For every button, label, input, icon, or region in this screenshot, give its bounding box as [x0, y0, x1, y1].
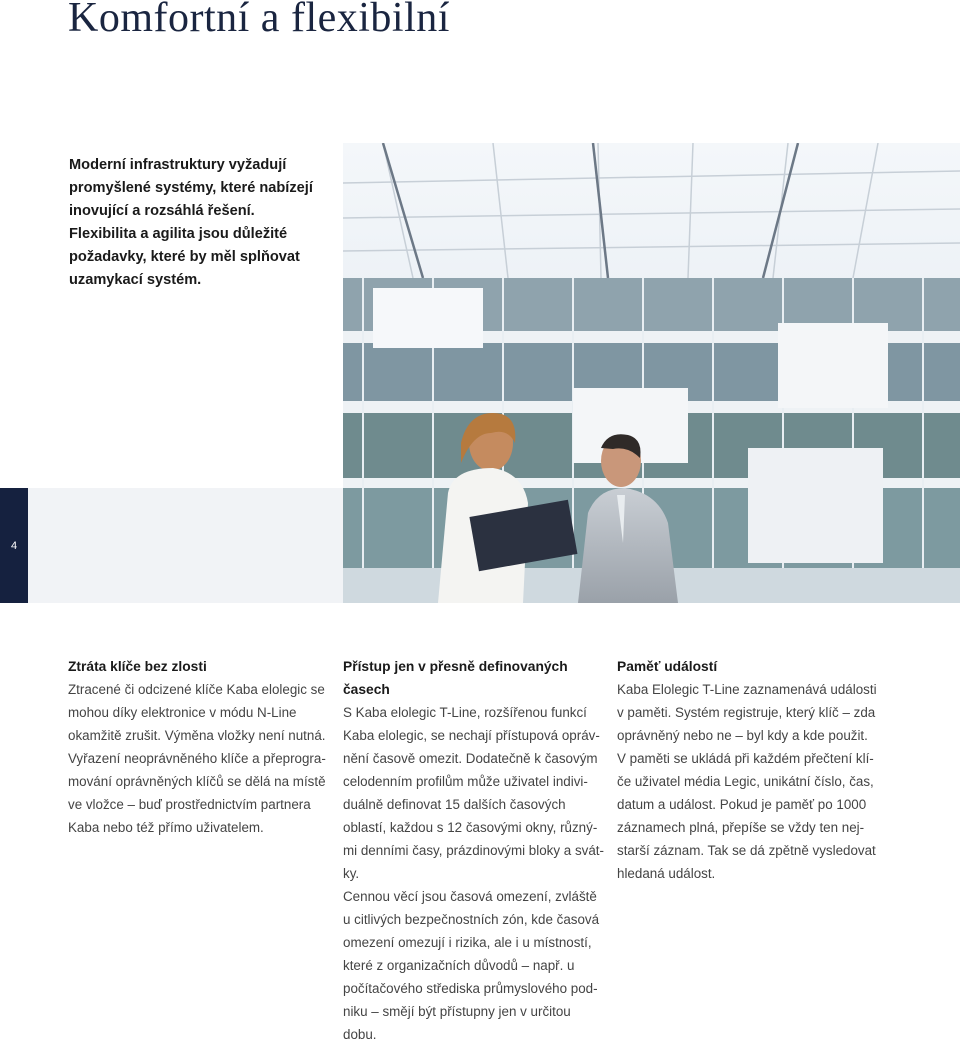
column-text-line: dobu. [343, 1027, 377, 1042]
column-text-line: u citlivých bezpečnostních zón, kde časová [343, 912, 600, 927]
column-heading: Paměť událostí [617, 659, 718, 674]
column-heading: časech [343, 682, 390, 697]
column-text-line: S Kaba elolegic T-Line, rozšířenou funkcí [343, 705, 587, 720]
column-text-line: ve vložce – buď prostřednictvím partnera [68, 797, 311, 812]
column-text-line: nění časově omezit. Dodatečně k časovým [343, 751, 598, 766]
column-text-line: ky. [343, 866, 360, 881]
intro-line: inovující a rozsáhlá řešení. [69, 203, 255, 219]
column-text-line: niku – smějí být přístupny jen v určitou [343, 1004, 571, 1019]
column-text-line: Ztracené či odcizené klíče Kaba elolegic se [68, 682, 325, 697]
intro-line: Flexibilita a agilita jsou důležité [69, 226, 288, 242]
column-heading: Přístup jen v přesně definovaných [343, 659, 568, 674]
column-text-line: če uživatel média Legic, unikátní číslo, čas, [617, 774, 874, 789]
column-text-line: počítačového střediska průmyslového pod- [343, 981, 598, 996]
column-time-access [343, 655, 608, 1046]
column-text-line: které z organizačních důvodů – např. u [343, 958, 575, 973]
column-text-line: omezení omezují i rizika, ale i u místností, [343, 935, 592, 950]
column-text-line: Cennou věcí jsou časová omezení, zvláště [343, 889, 597, 904]
photo-band [28, 488, 343, 603]
page-number-tab [0, 488, 28, 603]
intro-line: promyšlené systémy, které nabízejí [69, 180, 313, 196]
page-number: 4 [10, 539, 18, 552]
column-text-line: Kaba Elolegic T-Line zaznamenává události [617, 682, 877, 697]
column-text-line: mohou díky elektronice v módu N-Line [68, 705, 297, 720]
column-text-line: mi denními časy, prázdinovými bloky a svát- [343, 843, 604, 858]
page-title: Komfortní a flexibilní [68, 0, 450, 41]
column-event-memory [617, 655, 892, 885]
column-text-line: duálně definovat 15 dalších časových [343, 797, 566, 812]
column-text-line: Vyřazení neoprávněného klíče a přeprogra- [68, 751, 326, 766]
column-text-line: hledaná událost. [617, 866, 716, 881]
intro-line: uzamykací systém. [69, 272, 202, 288]
column-text-line: oprávněný nebo ne – byl kdy a kde použit. [617, 728, 868, 743]
column-text-line: starší záznam. Tak se dá zpětně vysledovat [617, 843, 876, 858]
column-text-line: Kaba elolegic, se nechají přístupová opráv- [343, 728, 600, 743]
column-text-line: okamžitě zrušit. Výměna vložky není nutná. [68, 728, 326, 743]
column-text-line: datum a událost. Pokud je paměť po 1000 [617, 797, 867, 812]
intro-text [69, 154, 339, 292]
column-text-line: záznamech plná, přepíše se vždy ten nej- [617, 820, 865, 835]
column-heading: Ztráta klíče bez zlosti [68, 659, 207, 674]
column-text-line: v paměti. Systém registruje, který klíč – zda [617, 705, 876, 720]
office-atrium-photo [343, 143, 960, 603]
column-text-line: V paměti se ukládá při každém přečtení klí- [617, 751, 874, 766]
intro-line: požadavky, které by měl splňovat [69, 249, 300, 265]
column-text-line: Kaba nebo též přímo uživatelem. [68, 820, 264, 835]
intro-line: Moderní infrastruktury vyžadují [69, 157, 287, 173]
column-text-line: celodenním profilům může uživatel indivi- [343, 774, 588, 789]
column-text-line: mování oprávněných klíčů se dělá na místě [68, 774, 326, 789]
column-text-line: oblastí, každou s 12 časovými okny, různý- [343, 820, 598, 835]
column-key-loss [68, 655, 333, 839]
